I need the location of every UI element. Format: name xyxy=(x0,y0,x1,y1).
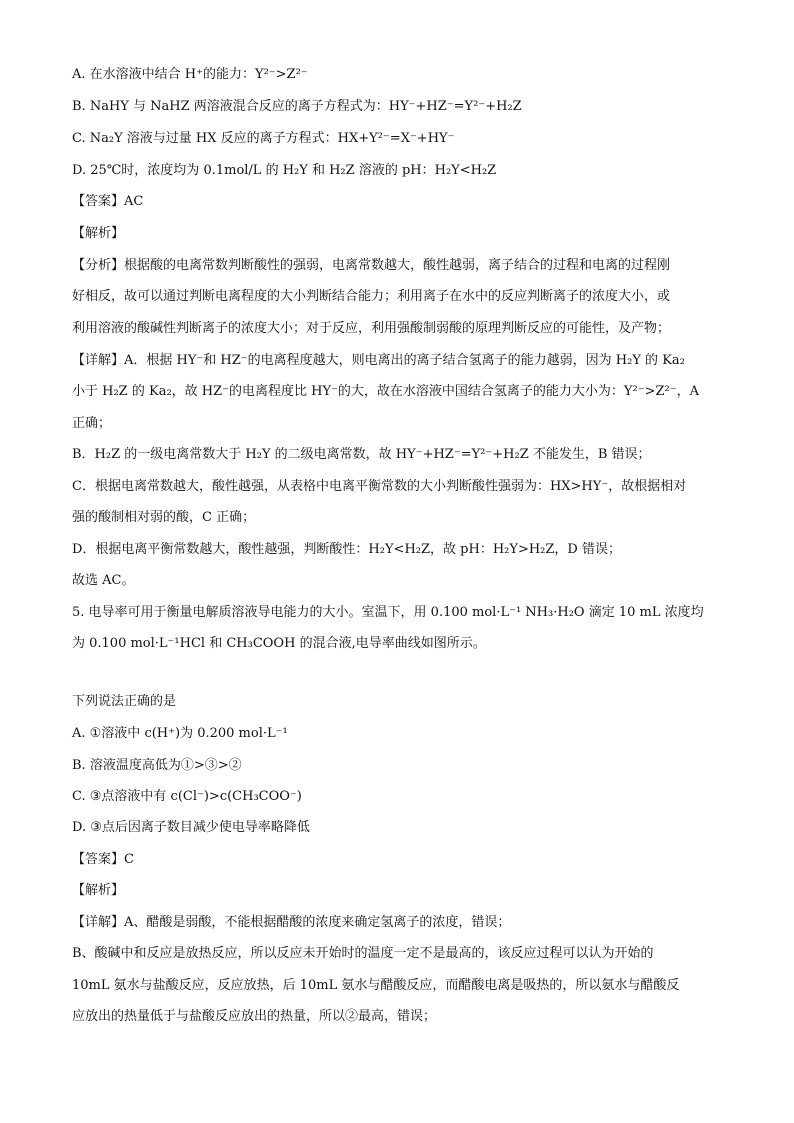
q5-xiangjie-b-line-3: 应放出的热量低于与盐酸反应放出的热量，所以②最高，错误； xyxy=(72,1009,437,1024)
q5-xiangjie-a: 【详解】A、醋酸是弱酸，不能根据醋酸的浓度来确定氢离子的浓度，错误； xyxy=(72,915,511,930)
q4-conclusion: 故选 AC。 xyxy=(72,573,135,588)
q5-option-c: C. ③点溶液中有 c(Cl⁻)>c(CH₃COO⁻) xyxy=(72,789,302,804)
q4-analysis-heading: 【解析】 xyxy=(72,226,125,241)
q4-option-c: C. Na₂Y 溶液与过量 HX 反应的离子方程式：HX+Y²⁻=X⁻+HY⁻ xyxy=(72,131,455,146)
q5-option-d: D. ③点后因离子数目减少使电导率略降低 xyxy=(72,820,310,835)
q4-xiangjie-line-1: 【详解】A．根据 HY⁻和 HZ⁻的电离程度越大，则电离出的离子结合氢离子的能力越弱，因为 H₂Y 的 Ka₂ xyxy=(72,353,685,368)
q5-xiangjie-b-line-2: 10mL 氨水与盐酸反应，反应放热，后 10mL 氨水与醋酸反应，而醋酸电离是吸热的，所以氨水与醋酸反 xyxy=(72,978,680,993)
q5-stem-line-2: 为 0.100 mol·L⁻¹HCl 和 CH₃COOH 的混合液,电导率曲线如图所示。 xyxy=(72,636,486,651)
q5-xiangjie-b-line-1: B、酸碱中和反应是放热反应，所以反应未开始时的温度一定不是最高的，该反应过程可以认为开始的 xyxy=(72,946,654,961)
q5-answer: 【答案】C xyxy=(72,852,134,867)
q4-option-d: D. 25℃时，浓度均为 0.1mol/L 的 H₂Y 和 H₂Z 溶液的 pH：H₂Y<H₂Z xyxy=(72,163,497,178)
q4-option-a: A. 在水溶液中结合 H⁺的能力：Y²⁻>Z²⁻ xyxy=(72,67,308,82)
q5-stem-line-1: 5. 电导率可用于衡量电解质溶液导电能力的大小。室温下，用 0.100 mol·L⁻¹ NH₃·H₂O 滴定 10 mL 浓度均 xyxy=(72,605,704,620)
q4-fenxi-line-1: 【分析】根据酸的电离常数判断酸性的强弱，电离常数越大，酸性越弱，离子结合的过程和电离的过程刚 xyxy=(72,258,671,273)
q5-analysis-heading: 【解析】 xyxy=(72,883,125,898)
q4-fenxi-line-3: 利用溶液的酸碱性判断离子的浓度大小；对于反应，利用强酸制弱酸的原理判断反应的可能性，及产物； xyxy=(72,321,671,336)
q4-xiangjie-line-3: 正确； xyxy=(72,416,112,431)
q5-option-a: A. ①溶液中 c(H⁺)为 0.200 mol·L⁻¹ xyxy=(72,726,288,741)
q5-prompt: 下列说法正确的是 xyxy=(72,694,177,709)
q4-fenxi-line-2: 好相反，故可以通过判断电离程度的大小判断结合能力；利用离子在水中的反应判断离子的浓度大小，或 xyxy=(72,289,671,304)
q4-xiangjie-line-2: 小于 H₂Z 的 Ka₂，故 HZ⁻的电离程度比 HY⁻的大，故在水溶液中国结合氢离子的能力大小为：Y²⁻>Z²⁻，A xyxy=(72,384,699,399)
q4-xiangjie-d: D．根据电离平衡常数越大，酸性越强，判断酸性：H₂Y<H₂Z，故 pH：H₂Y>H₂Z，D 错误； xyxy=(72,542,621,557)
q5-option-b: B. 溶液温度高低为①>③>② xyxy=(72,758,242,773)
q4-xiangjie-c-line-2: 强的酸制相对弱的酸，C 正确； xyxy=(72,510,256,525)
q4-xiangjie-b: B．H₂Z 的一级电离常数大于 H₂Y 的二级电离常数，故 HY⁻+HZ⁻=Y²⁻+H₂Z 不能发生，B 错误； xyxy=(72,447,651,462)
q4-option-b: B. NaHY 与 NaHZ 两溶液混合反应的离子方程式为：HY⁻+HZ⁻=Y²⁻+H₂Z xyxy=(72,99,522,114)
q4-xiangjie-c-line-1: C．根据电离常数越大，酸性越强，从表格中电离平衡常数的大小判断酸性强弱为：HX>HY⁻，故根据相对 xyxy=(72,479,687,494)
q4-answer: 【答案】AC xyxy=(72,194,144,209)
